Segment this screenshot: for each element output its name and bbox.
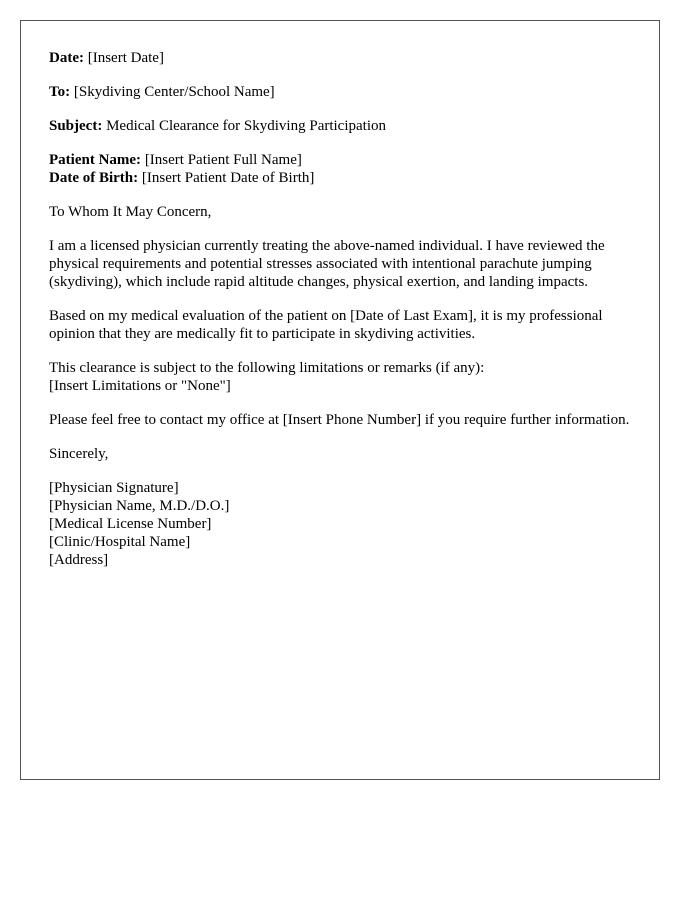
paragraph-medical-opinion: Based on my medical evaluation of the patient on [Date of Last Exam], it is my professional opinion that they are medically fit to participate in skydiving activities.	[49, 308, 603, 342]
patient-dob-value: [Insert Patient Date of Birth]	[141, 170, 315, 186]
physician-signature: [Physician Signature]	[49, 480, 179, 496]
clinic-name: [Clinic/Hospital Name]	[49, 534, 191, 550]
subject-line	[49, 117, 639, 135]
date-value: [Insert Date]	[87, 50, 164, 66]
paragraph-physician-review: I am a licensed physician currently treating the above-named individual. I have reviewed the physical requirements and potential stresses associated with intentional parachute jumping (skydiving), which include rapid altitude changes, physical exertion, and landing impacts.	[49, 238, 605, 290]
recipient-line	[49, 83, 639, 101]
letter-page	[20, 20, 660, 780]
clinic-address: [Address]	[49, 552, 109, 568]
physician-name: [Physician Name, M.D./D.O.]	[49, 498, 230, 514]
medical-license-number: [Medical License Number]	[49, 516, 212, 532]
limitations-section	[49, 359, 639, 395]
subject-value: Medical Clearance for Skydiving Participation	[106, 118, 386, 134]
to-value: [Skydiving Center/School Name]	[73, 84, 275, 100]
patient-dob-label: Date of Birth:	[49, 170, 139, 186]
patient-dob-line	[49, 169, 639, 187]
closing: Sincerely,	[49, 446, 109, 462]
letter-content	[49, 49, 639, 585]
limitations-intro: This clearance is subject to the following limitations or remarks (if any):	[49, 360, 485, 376]
signature-block	[49, 479, 639, 569]
date-line	[49, 49, 639, 67]
patient-name-value: [Insert Patient Full Name]	[144, 152, 302, 168]
to-label: To:	[49, 84, 71, 100]
patient-name-label: Patient Name:	[49, 152, 142, 168]
date-label: Date:	[49, 50, 84, 66]
paragraph-contact: Please feel free to contact my office at [Insert Phone Number] if you require further information.	[49, 412, 630, 428]
limitations-value: [Insert Limitations or "None"]	[49, 378, 231, 394]
patient-name-line	[49, 151, 639, 169]
subject-label: Subject:	[49, 118, 103, 134]
patient-info	[49, 151, 639, 187]
salutation: To Whom It May Concern,	[49, 204, 212, 220]
